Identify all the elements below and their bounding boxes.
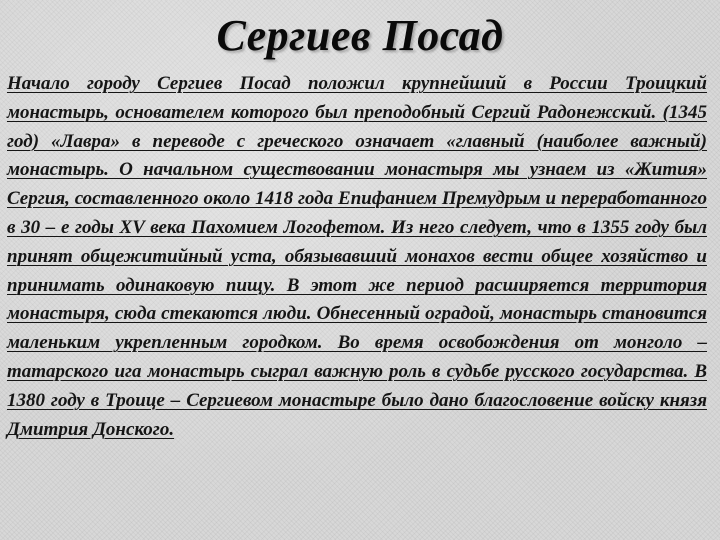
slide-body-text: Начало городу Сергиев Посад положил крупнейший в России Троицкий монастырь, основателем которого был преподобный Сергий Радонежский. (1345 год) «Лавра» в переводе с греческого означает «главный (наиболее важный) монастырь. О начальном существовании монастыря мы узнаем из «Жития» Сергия, составленного около 1418 года Епифанием Премудрым и переработанного в 30 – е годы XV века Пахомием Логофетом. Из него следует, что в 1355 году был принят общежитийный уста, обязывавший монахов вести общее хозяйство и принимать одинаковую пищу. В этот же период расширяется территория монастыря, сюда стекаются люди. Обнесенный оградой, монастырь становится маленьким укрепленным городком. Во время освобождения от монголо – татарского ига монастырь сыграл важную роль в судьбе русского государства. В 1380 году в Троице – Сергиевом монастыре было дано благословение войску князя Дмитрия Донского. [7, 73, 707, 440]
slide-title: Сергиев Посад [216, 11, 504, 60]
